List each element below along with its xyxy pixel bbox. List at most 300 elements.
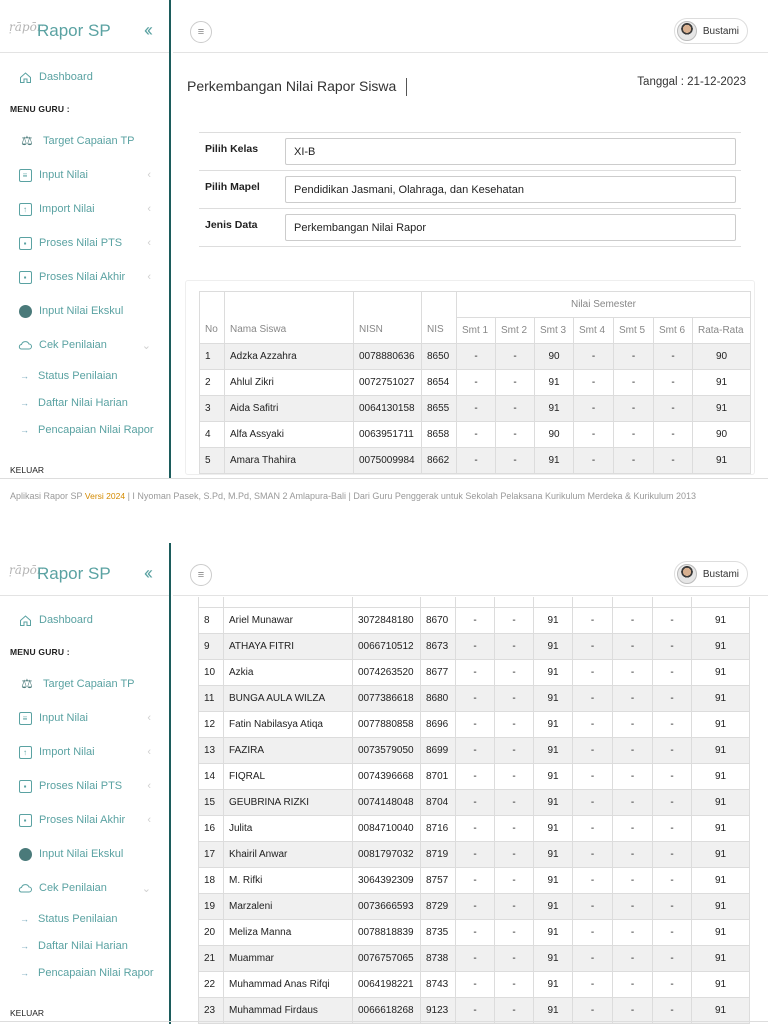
table-cell: Amara Thahira [225,448,354,474]
hamburger-icon[interactable]: ≡ [190,21,212,43]
table-cell: 4 [200,422,225,448]
sidebar [0,543,171,1024]
app-frame-top [0,0,768,478]
table-cell: 90 [693,422,751,448]
sidebar-item-label: Input Nilai Ekskul [39,305,124,317]
table-cell: Fatin Nabilasya Atiqa [224,712,353,738]
jenis-label: Jenis Data [205,219,258,231]
table-cell: 91 [535,396,574,422]
table-cell: - [456,660,495,686]
menu-section-header: MENU GURU : [10,647,70,657]
user-name: Bustami [702,25,739,37]
table-cell: - [495,894,534,920]
table-cell: - [456,894,495,920]
col-header: Smt 6 [654,318,693,344]
sidebar-item-label: Import Nilai [39,746,95,758]
double-chevron-left-icon[interactable]: ‹‹ [144,563,150,583]
cut-header-cell [692,597,750,608]
table-cell: - [613,998,653,1024]
table-cell: 91 [692,946,750,972]
table-cell: - [613,894,653,920]
table-cell: - [457,448,496,474]
col-header: No [200,292,225,344]
sidebar-sub-label: Status Penilaian [38,912,118,925]
table-row [199,764,750,790]
table-row [199,946,750,972]
table-cell: 2 [200,370,225,396]
sidebar-sub-label: Status Penilaian [38,369,118,382]
footer-version: Versi 2024 [84,491,126,501]
table-cell: - [496,396,535,422]
table-cell: 0074396668 [353,764,421,790]
table-cell: 91 [692,738,750,764]
table-cell: 18 [199,868,224,894]
sidebar-item-label: Proses Nilai PTS [39,237,123,249]
table-cell: 0073666593 [353,894,421,920]
home-icon [18,70,32,84]
table-row [199,790,750,816]
divider [0,1021,768,1022]
home-icon [18,613,32,627]
sidebar-item-proses-akhir[interactable] [0,803,169,837]
table-cell: - [653,946,692,972]
table-cell: - [495,816,534,842]
table-cell: 0077386618 [353,686,421,712]
arrow-right-icon: → [20,424,29,435]
table-cell: - [614,344,654,370]
table-cell: 0064198221 [353,972,421,998]
table-cell: Khairil Anwar [224,842,353,868]
chevron-down-icon: ⌄ [141,339,151,352]
table-cell: 91 [534,634,573,660]
sidebar-item-target-capaian[interactable] [0,667,169,701]
sidebar-item-target-capaian[interactable] [0,124,169,158]
table-cell: - [573,712,613,738]
table-cell: - [573,634,613,660]
sidebar-item-cek-penilaian[interactable] [0,871,169,905]
table-cell: 8701 [421,764,456,790]
table-cell: - [573,998,613,1024]
table-cell: 91 [692,608,750,634]
table-row [199,894,750,920]
table-cell: - [613,842,653,868]
sidebar-item-label: Input Nilai [39,169,88,181]
table-cell: 91 [534,790,573,816]
table-cell: - [653,712,692,738]
table-cell: - [653,738,692,764]
brand-name[interactable]: Rapor SP [37,21,111,40]
sidebar-sub-label: Pencapaian Nilai Rapor [38,966,154,979]
table-cell: 0074263520 [353,660,421,686]
table-cell: 8677 [421,660,456,686]
brand-name[interactable]: Rapor SP [37,564,111,583]
col-header: Smt 1 [457,318,496,344]
table-cell: - [614,422,654,448]
table-cell: - [456,868,495,894]
table-cell: 12 [199,712,224,738]
topbar [173,543,768,596]
table-cell: - [573,920,613,946]
table-cell: 0078880636 [354,344,422,370]
chevron-left-icon: ‹ [147,712,151,724]
table-cell: - [574,422,614,448]
table-cell: 91 [534,894,573,920]
scale-icon: ⚖ [21,676,33,691]
sidebar-item-import-nilai[interactable] [0,192,169,226]
sidebar-item-label: Dashboard [39,614,93,626]
table-cell: 8704 [421,790,456,816]
table-cell: M. Rifki [224,868,353,894]
table-cell: - [456,790,495,816]
table-cell: 91 [535,448,574,474]
sidebar-item-input-ekskul[interactable] [0,294,169,328]
table-cell: 91 [692,894,750,920]
logout-link[interactable]: KELUAR [10,465,45,475]
table-cell: - [574,344,614,370]
table-cell: - [495,738,534,764]
chevron-left-icon: ‹ [147,780,151,792]
sidebar-sub-pencapaian[interactable] [0,416,169,443]
table-cell: 5 [200,448,225,474]
table-cell: 0075009984 [354,448,422,474]
table-cell: - [457,370,496,396]
table-cell: 91 [534,920,573,946]
topbar [173,0,768,53]
chevron-left-icon: ‹ [147,271,151,283]
table-cell: - [613,738,653,764]
sidebar-item-input-nilai[interactable] [0,701,169,735]
sidebar [0,0,171,478]
sidebar-sub-daftar-nilai[interactable] [0,932,169,959]
table-cell: - [613,686,653,712]
table-cell: - [653,894,692,920]
table-cell: 15 [199,790,224,816]
table-cell: - [573,764,613,790]
table-cell: - [496,370,535,396]
table-cell: 0074148048 [353,790,421,816]
sidebar-item-import-nilai[interactable] [0,735,169,769]
brand-logo: ṛāpōr [9,20,43,34]
table-cell: - [456,920,495,946]
table-cell: - [456,634,495,660]
table-cell: 91 [692,868,750,894]
sidebar-item-label: Import Nilai [39,203,95,215]
table-cell: - [653,816,692,842]
table-cell: 0081797032 [353,842,421,868]
table-cell: - [614,370,654,396]
table-row [200,448,751,474]
table-cell: - [573,738,613,764]
page-title: Perkembangan Nilai Rapor Siswa [187,78,407,96]
col-header: Smt 5 [614,318,654,344]
sidebar-item-proses-pts[interactable] [0,769,169,803]
table-cell: 14 [199,764,224,790]
table-cell: 8699 [421,738,456,764]
cut-header-cell [199,597,224,608]
table-cell: - [573,790,613,816]
table-cell: 8680 [421,686,456,712]
table-row [200,344,751,370]
brand-logo: ṛāpōr [9,563,43,577]
table-cell: - [574,396,614,422]
table-cell: 8 [199,608,224,634]
table-cell: 17 [199,842,224,868]
table-row [199,920,750,946]
hamburger-icon[interactable]: ≡ [190,564,212,586]
table-cell: 91 [534,738,573,764]
table-cell: 8696 [421,712,456,738]
sidebar-sub-status-penilaian[interactable] [0,362,169,389]
table-cell: - [456,712,495,738]
table-row [200,422,751,448]
arrow-right-icon: → [20,397,29,408]
cut-header-cell [421,597,456,608]
table-cell: - [495,712,534,738]
chevron-down-icon: ⌄ [141,882,151,895]
double-chevron-left-icon[interactable]: ‹‹ [144,20,150,40]
col-header: Nama Siswa [225,292,354,344]
filter-form [199,132,741,247]
sidebar-sub-status-penilaian[interactable] [0,905,169,932]
table-cell: - [456,842,495,868]
table-cell: 10 [199,660,224,686]
table-cell: - [654,422,693,448]
app-frame-bottom [0,543,768,1024]
arrow-right-icon: → [20,940,29,951]
table-cell: - [613,608,653,634]
sidebar-sub-pencapaian[interactable] [0,959,169,986]
table-cell: Meliza Manna [224,920,353,946]
sidebar-item-input-nilai[interactable] [0,158,169,192]
table-cell: - [613,764,653,790]
table-cell: 91 [534,998,573,1024]
grades-table [199,291,751,474]
grades-table [198,597,750,1024]
table-cell: 91 [692,686,750,712]
table-cell: 8757 [421,868,456,894]
table-cell: 8673 [421,634,456,660]
table-cell: - [457,344,496,370]
table-cell: 91 [692,920,750,946]
table-cell: 0064130158 [354,396,422,422]
sidebar-item-label: Dashboard [39,71,93,83]
table-cell: 90 [535,422,574,448]
server-icon: ▪ [18,270,32,284]
col-header: Rata-Rata [693,318,751,344]
table-cell: Julita [224,816,353,842]
table-cell: 3 [200,396,225,422]
circle-icon [18,304,32,318]
table-cell: 16 [199,816,224,842]
table-cell: 91 [692,660,750,686]
sidebar-item-label: Input Nilai [39,712,88,724]
table-cell: 91 [534,972,573,998]
col-header: NIS [422,292,457,344]
table-cell: - [573,972,613,998]
table-cell: - [613,920,653,946]
table-cell: 91 [534,712,573,738]
chevron-left-icon: ‹ [147,203,151,215]
arrow-right-icon: → [20,913,29,924]
col-header: Smt 2 [496,318,535,344]
sidebar-sub-label: Daftar Nilai Harian [38,939,128,952]
table-cell: - [495,920,534,946]
table-cell: BUNGA AULA WILZA [224,686,353,712]
sidebar-item-dashboard[interactable] [0,60,169,94]
table-cell: - [457,396,496,422]
table-cell: - [496,344,535,370]
chevron-left-icon: ‹ [147,169,151,181]
table-row [199,972,750,998]
table-cell: 8662 [422,448,457,474]
col-header: Smt 3 [535,318,574,344]
table-cell: - [614,448,654,474]
sidebar-sub-label: Pencapaian Nilai Rapor [38,423,154,436]
table-cell: ATHAYA FITRI [224,634,353,660]
table-cell: 8735 [421,920,456,946]
main-content-scrolled [173,597,768,1024]
table-cell: 91 [534,660,573,686]
table-cell: - [653,920,692,946]
table-cell: - [456,738,495,764]
logout-link[interactable]: KELUAR [10,1008,45,1018]
cut-header-cell [224,597,353,608]
table-cell: 91 [534,608,573,634]
table-cell: - [654,448,693,474]
table-cell: - [495,972,534,998]
table-cell: 91 [534,764,573,790]
grades-table-card [185,280,755,475]
table-cell: - [573,894,613,920]
chevron-left-icon: ‹ [147,814,151,826]
table-cell: - [573,946,613,972]
table-row [200,396,751,422]
table-cell: 91 [692,842,750,868]
table-cell: - [495,686,534,712]
jenis-select[interactable]: Perkembangan Nilai Rapor [285,214,736,241]
table-cell: 8650 [422,344,457,370]
table-cell: - [495,790,534,816]
main-content [173,54,768,478]
table-cell: - [573,660,613,686]
col-header: NISN [354,292,422,344]
sidebar-item-dashboard[interactable] [0,603,169,637]
table-row [199,660,750,686]
cut-header-cell [534,597,573,608]
table-cell: - [573,816,613,842]
table-cell: - [613,660,653,686]
mapel-select[interactable]: Pendidikan Jasmani, Olahraga, dan Kesehatan [285,176,736,203]
sidebar-item-proses-akhir[interactable] [0,260,169,294]
sidebar-item-label: Proses Nilai Akhir [39,271,126,283]
table-cell: Muhammad Firdaus [224,998,353,1024]
table-row [199,686,750,712]
table-cell: - [573,686,613,712]
table-cell: 0078818839 [353,920,421,946]
sidebar-item-cek-penilaian[interactable] [0,328,169,362]
kelas-select[interactable]: XI-B [285,138,736,165]
table-cell: FIQRAL [224,764,353,790]
table-cell: - [613,868,653,894]
table-row [199,842,750,868]
table-row [199,608,750,634]
table-cell: 91 [692,998,750,1024]
table-cell: 1 [200,344,225,370]
sidebar-sub-label: Daftar Nilai Harian [38,396,128,409]
upload-icon: ↑ [18,745,32,759]
footer-credits: | I Nyoman Pasek, S.Pd, M.Pd, SMAN 2 Amlapura-Bali | Dari Guru Penggerak untuk Sekolah Pelaksana Kurikulum Merdeka & Kurikulum 2013 [127,491,697,501]
table-cell: - [654,396,693,422]
cut-header-cell [456,597,495,608]
sidebar-sub-daftar-nilai[interactable] [0,389,169,416]
chevron-left-icon: ‹ [147,237,151,249]
table-cell: - [495,634,534,660]
table-cell: - [654,370,693,396]
table-cell: - [574,448,614,474]
table-cell: - [613,634,653,660]
table-cell: - [496,448,535,474]
sidebar-item-label: Cek Penilaian [39,339,107,351]
table-cell: 0084710040 [353,816,421,842]
table-cell: 13 [199,738,224,764]
menu-section-header: MENU GURU : [10,104,70,114]
table-cell: - [573,842,613,868]
table-cell: - [614,396,654,422]
table-cell: - [653,972,692,998]
avatar [677,21,697,41]
table-cell: 8716 [421,816,456,842]
table-cell: 91 [692,712,750,738]
table-cell: - [495,660,534,686]
table-cell: - [653,842,692,868]
table-cell: - [495,764,534,790]
table-cell: Muammar [224,946,353,972]
table-cell: - [456,816,495,842]
table-cell: 8654 [422,370,457,396]
table-cell: 91 [692,972,750,998]
table-cell: 20 [199,920,224,946]
user-menu[interactable] [674,18,748,44]
table-row [199,868,750,894]
table-cell: 91 [534,816,573,842]
table-cell: 91 [692,816,750,842]
sidebar-item-label: Input Nilai Ekskul [39,848,124,860]
sidebar-item-proses-pts[interactable] [0,226,169,260]
table-cell: Alfa Assyaki [225,422,354,448]
table-cell: - [613,946,653,972]
kelas-label: Pilih Kelas [205,143,259,155]
table-cell: 90 [693,344,751,370]
table-cell: 8743 [421,972,456,998]
table-cell: - [574,370,614,396]
table-cell: 11 [199,686,224,712]
cloud-icon [18,881,32,895]
table-cell: 8719 [421,842,456,868]
table-cell: - [653,608,692,634]
table-cell: - [653,868,692,894]
user-menu[interactable] [674,561,748,587]
table-cell: - [456,764,495,790]
table-cell: - [456,998,495,1024]
sidebar-item-input-ekskul[interactable] [0,837,169,871]
table-cell: 91 [692,764,750,790]
circle-icon [18,847,32,861]
table-cell: - [457,422,496,448]
table-cell: 91 [534,946,573,972]
table-cell: 91 [692,634,750,660]
server-icon: ▪ [18,779,32,793]
table-cell: Muhammad Anas Rifqi [224,972,353,998]
